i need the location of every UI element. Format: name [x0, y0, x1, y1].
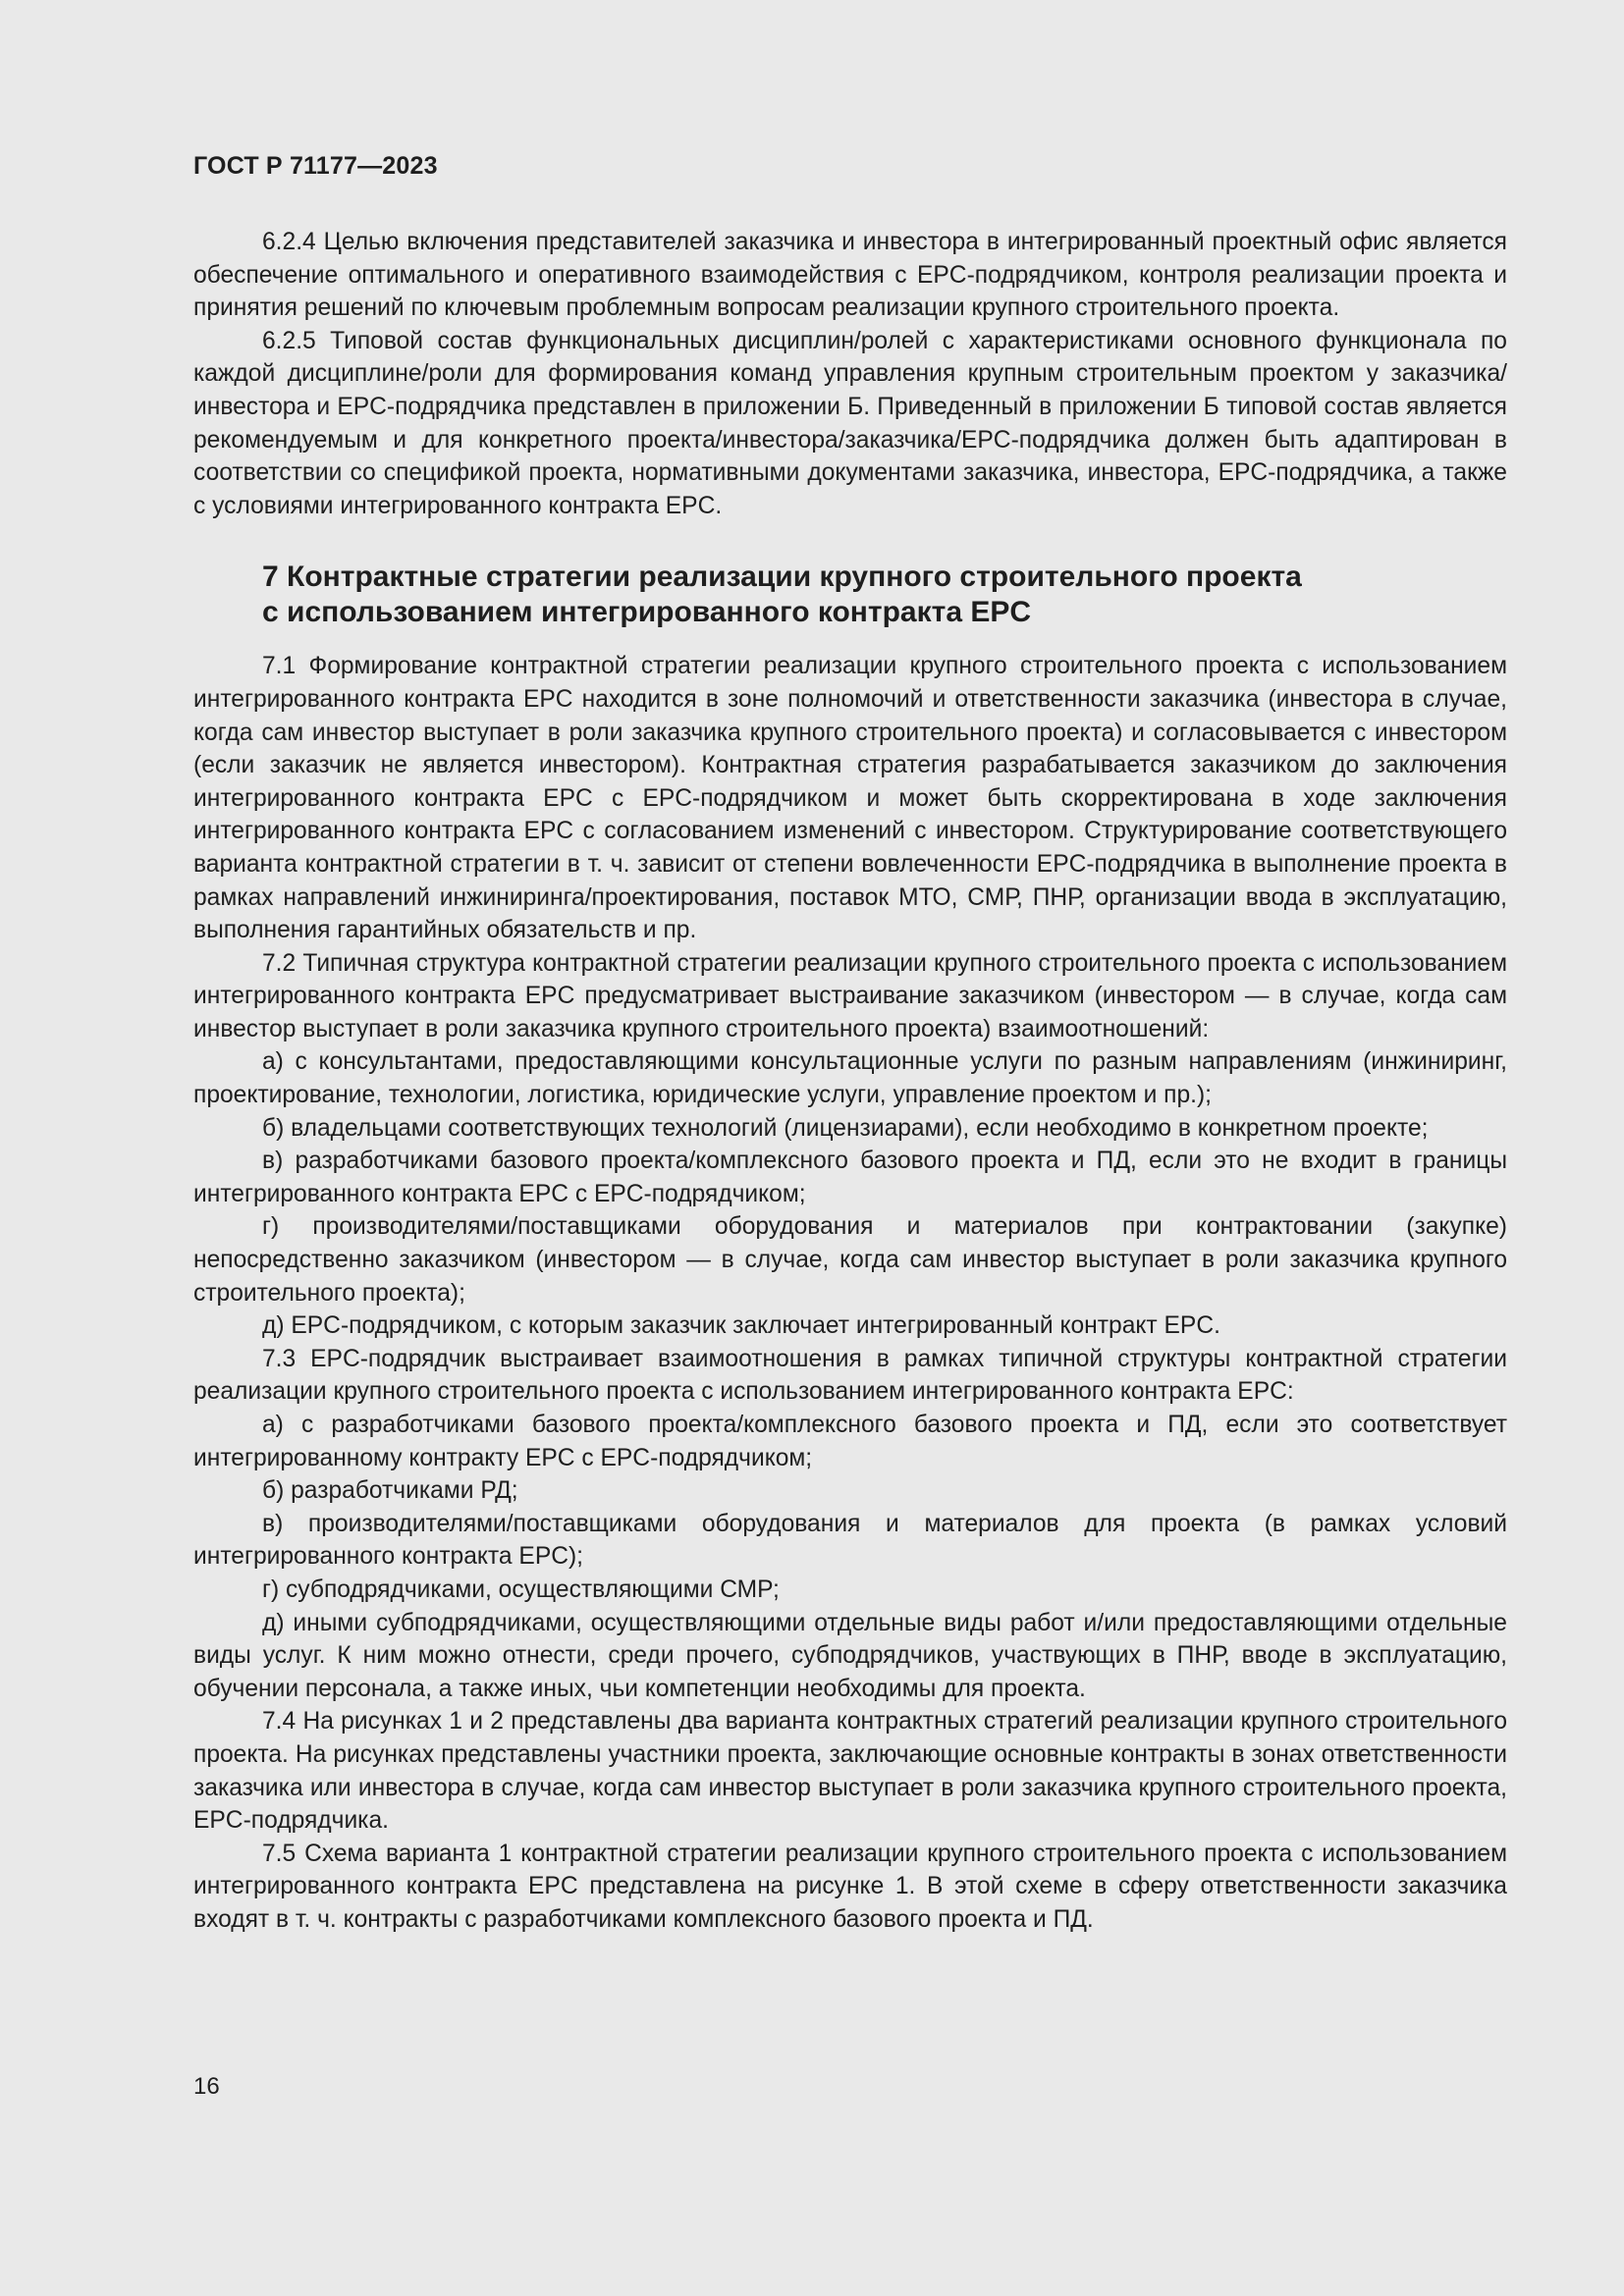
- paragraph-7-1: 7.1 Формирование контрактной стратегии реализации крупного строительного проекта с использованием интегрированного контракта EPC находится в зоне полномочий и ответственности заказчика (инвестора в случае, когда сам инвестор выступает в роли заказчика крупного строительного проекта) и согласовывается с инвестором (если заказчик не является инвестором). Контрактная стратегия разрабатывается заказчиком до заключения интегрированного контракта EPC с EPC-подрядчиком и может быть скорректирована в ходе заключения интегрированного контракта EPC с согласованием изменений с инвестором. Структурирование соответствующего варианта контрактной стратегии в т. ч. зависит от степени вовлеченности EPC-подрядчика в выполнение проекта в рамках направлений инжиниринга/проектирования, поставок МТО, СМР, ПНР, организации ввода в эксплуатацию, выполнения гарантийных обязательств и пр.: [193, 653, 1507, 944]
- paragraph-6-2-4: 6.2.4 Целью включения представителей заказчика и инвестора в интегрированный проектный офис является обеспечение оптимального и оперативного взаимодействия с EPC-подрядчиком, контроля реализации проекта и принятия решений по ключевым проблемным вопросам реализации крупного строительного проекта.: [193, 229, 1507, 322]
- section-heading-line-1: 7 Контрактные стратегии реализации крупного строительного проекта: [262, 561, 1302, 594]
- paragraph-7-5: 7.5 Схема варианта 1 контрактной стратегии реализации крупного строительного проекта с использованием интегрированного контракта EPC представлена на рисунке 1. В этой схеме в сферу ответственности заказчика входят в т. ч. контракты с разработчиками комплексного базового проекта и ПД.: [193, 1840, 1507, 1933]
- paragraph-6-2-5: 6.2.5 Типовой состав функциональных дисциплин/ролей с характеристиками основного функционала по каждой дисциплине/роли для формирования команд управления крупным строительным проектом у заказчика/инвестора и EPC-подрядчика представлен в приложении Б. Приведенный в приложении Б типовой состав является рекомендуемым и для конкретного проекта/инвестора/заказчика/EPC-подрядчика должен быть адаптирован в соответствии со спецификой проекта, нормативными документами заказчика, инвестора, EPC-подрядчика, а также с условиями интегрированного контракта EPC.: [193, 327, 1507, 519]
- list-item-7-3-a: а) с разработчиками базового проекта/комплексного базового проекта и ПД, если это соответствует интегрированному контракту EPC с EPC-подрядчиком;: [193, 1412, 1507, 1471]
- list-item-7-3-v: в) производителями/поставщиками оборудования и материалов для проекта (в рамках условий интегрированного контракта EPC);: [193, 1510, 1507, 1571]
- standard-header: ГОСТ Р 71177—2023: [193, 152, 438, 180]
- paragraph-7-2: 7.2 Типичная структура контрактной стратегии реализации крупного строительного проекта с использованием интегрированного контракта EPC предусматривает выстраивание заказчиком (инвестором — в случае, когда сам инвестор выступает в роли заказчика крупного строительного проекта) взаимоотношений:: [193, 949, 1507, 1042]
- list-item-7-2-v: в) разработчиками базового проекта/комплексного базового проекта и ПД, если это не входит в границы интегрированного контракта EPC с EPC-подрядчиком;: [193, 1148, 1507, 1207]
- list-item-7-3-b: б) разработчиками РД;: [262, 1477, 518, 1505]
- list-item-7-2-a: а) с консультантами, предоставляющими консультационные услуги по разным направлениям (инжиниринг, проектирование, технологии, логистика, юридические услуги, управление проектом и пр.);: [193, 1048, 1507, 1109]
- list-item-7-2-g: г) производителями/поставщиками оборудования и материалов при контрактовании (закупке) непосредственно заказчиком (инвестором — в случае, когда сам инвестор выступает в роли заказчика крупного строительного проекта);: [193, 1213, 1507, 1307]
- page-number: 16: [193, 2073, 220, 2100]
- paragraph-7-3: 7.3 EPC-подрядчик выстраивает взаимоотношения в рамках типичной структуры контрактной стратегии реализации крупного строительного проекта с использованием интегрированного контракта EPC:: [193, 1345, 1507, 1406]
- section-heading-line-2: с использованием интегрированного контракта EPC: [262, 596, 1032, 629]
- paragraph-7-4: 7.4 На рисунках 1 и 2 представлены два варианта контрактных стратегий реализации крупного строительного проекта. На рисунках представлены участники проекта, заключающие основные контракты в зонах ответственности заказчика или инвестора в случае, когда сам инвестор выступает в роли заказчика крупного строительного проекта, EPC-подрядчика.: [193, 1708, 1507, 1835]
- list-item-7-2-d: д) EPC-подрядчиком, с которым заказчик заключает интегрированный контракт EPC.: [262, 1312, 1220, 1340]
- list-item-7-3-d: д) иными субподрядчиками, осуществляющими отдельные виды работ и/или предоставляющими отдельные виды услуг. К ним можно отнести, среди прочего, субподрядчиков, участвующих в ПНР, вводе в эксплуатацию, обучении персонала, а также иных, чьи компетенции необходимы для проекта.: [193, 1609, 1507, 1702]
- list-item-7-2-b: б) владельцами соответствующих технологий (лицензиарами), если необходимо в конкретном проекте;: [262, 1114, 1429, 1142]
- document-body: [193, 226, 1507, 1937]
- list-item-7-3-g: г) субподрядчиками, осуществляющими СМР;: [262, 1575, 780, 1603]
- section-heading: [262, 560, 1507, 630]
